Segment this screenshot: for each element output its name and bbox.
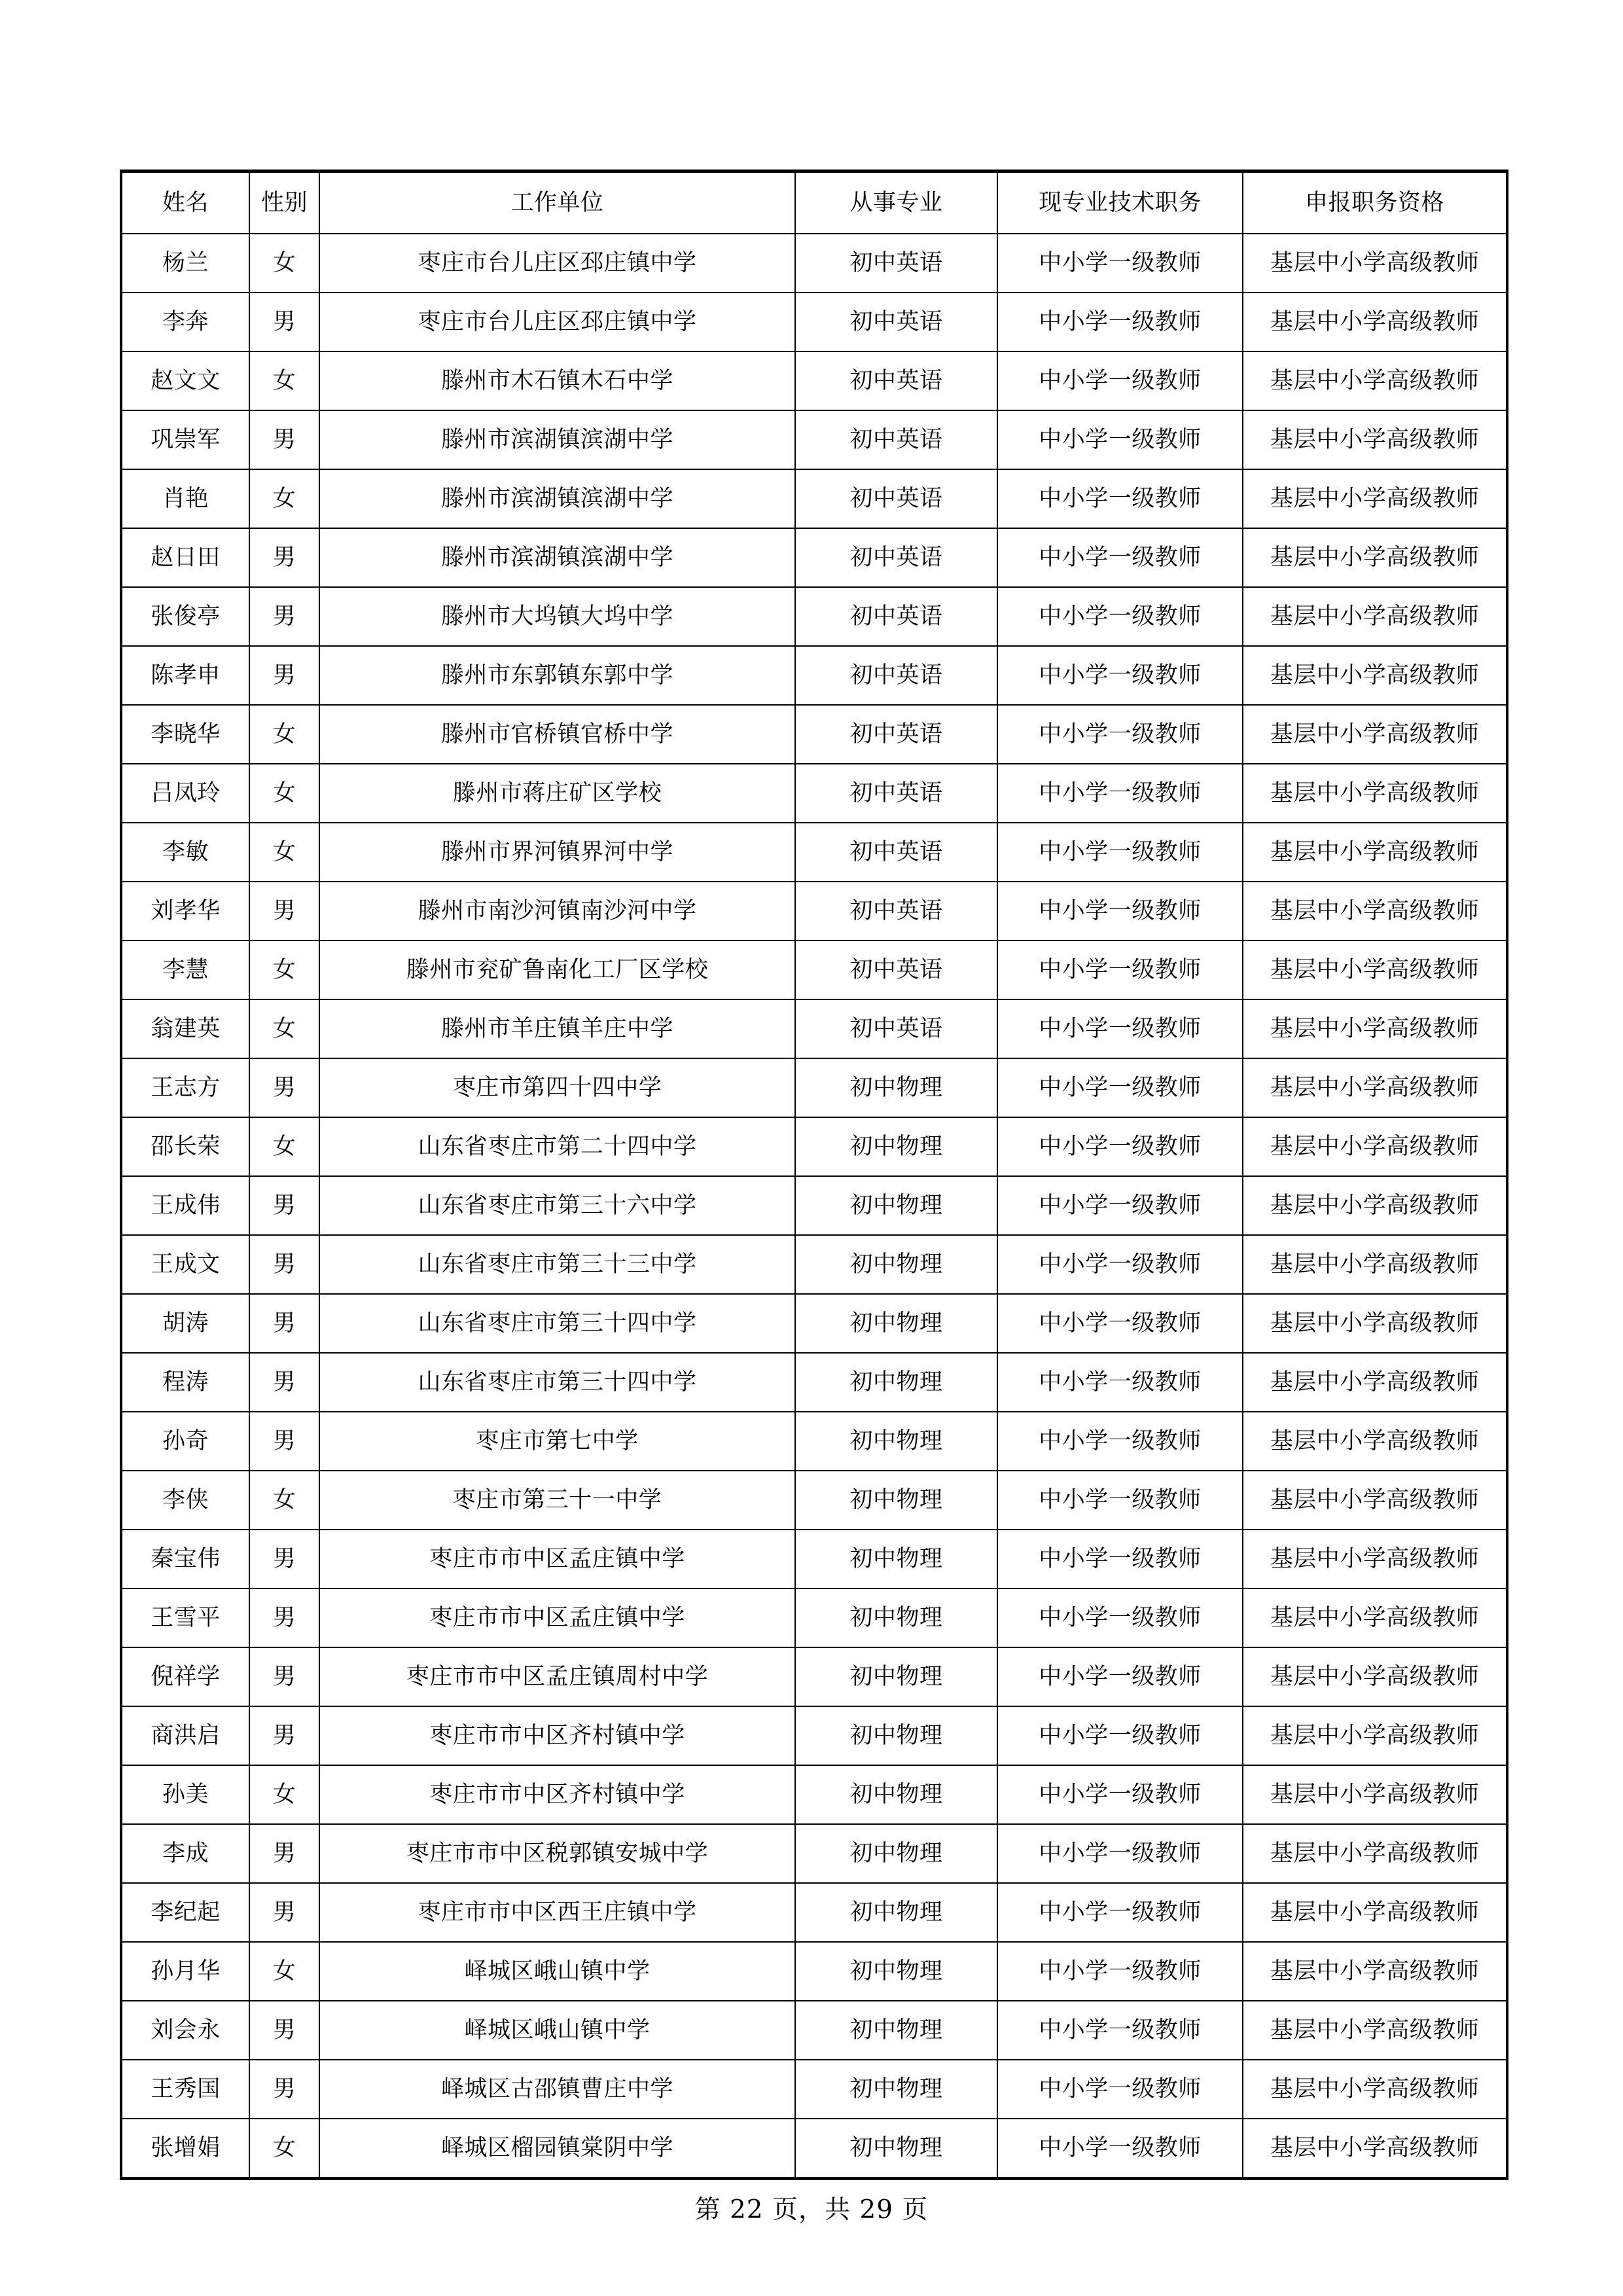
table-row: [121, 1765, 1507, 1824]
cell-subject: 初中物理: [795, 1706, 997, 1765]
cell-subject: 初中英语: [795, 882, 997, 941]
cell-current: 中小学一级教师: [997, 1942, 1243, 2001]
cell-gender: 女: [249, 1765, 319, 1824]
cell-apply: 基层中小学高级教师: [1243, 941, 1507, 999]
cell-subject: 初中物理: [795, 1530, 997, 1588]
cell-subject: 初中物理: [795, 1765, 997, 1824]
cell-apply: 基层中小学高级教师: [1243, 882, 1507, 941]
cell-unit: 山东省枣庄市第三十三中学: [319, 1235, 795, 1294]
cell-gender: 女: [249, 2119, 319, 2179]
cell-name: 王秀国: [121, 2060, 249, 2119]
cell-gender: 女: [249, 764, 319, 823]
cell-unit: 山东省枣庄市第三十四中学: [319, 1353, 795, 1412]
cell-apply: 基层中小学高级教师: [1243, 764, 1507, 823]
cell-name: 吕凤玲: [121, 764, 249, 823]
cell-name: 杨兰: [121, 234, 249, 293]
cell-gender: 男: [249, 1530, 319, 1588]
cell-unit: 枣庄市市中区西王庄镇中学: [319, 1883, 795, 1942]
table-row: [121, 1883, 1507, 1942]
cell-current: 中小学一级教师: [997, 410, 1243, 469]
cell-name: 孙奇: [121, 1412, 249, 1471]
cell-subject: 初中英语: [795, 234, 997, 293]
cell-gender: 男: [249, 587, 319, 646]
cell-gender: 女: [249, 823, 319, 882]
cell-gender: 女: [249, 351, 319, 410]
table-row: [121, 469, 1507, 528]
cell-name: 李慧: [121, 941, 249, 999]
cell-name: 李敏: [121, 823, 249, 882]
cell-current: 中小学一级教师: [997, 1117, 1243, 1176]
cell-apply: 基层中小学高级教师: [1243, 705, 1507, 764]
cell-current: 中小学一级教师: [997, 351, 1243, 410]
cell-gender: 女: [249, 941, 319, 999]
cell-gender: 男: [249, 410, 319, 469]
cell-unit: 山东省枣庄市第二十四中学: [319, 1117, 795, 1176]
cell-unit: 滕州市官桥镇官桥中学: [319, 705, 795, 764]
table-row: [121, 410, 1507, 469]
cell-gender: 男: [249, 2001, 319, 2060]
column-header-name: 姓名: [121, 171, 249, 234]
cell-unit: 滕州市南沙河镇南沙河中学: [319, 882, 795, 941]
cell-subject: 初中物理: [795, 1647, 997, 1706]
cell-current: 中小学一级教师: [997, 528, 1243, 587]
cell-name: 王志方: [121, 1058, 249, 1117]
cell-current: 中小学一级教师: [997, 941, 1243, 999]
cell-current: 中小学一级教师: [997, 1058, 1243, 1117]
table-row: [121, 646, 1507, 705]
cell-apply: 基层中小学高级教师: [1243, 1058, 1507, 1117]
cell-current: 中小学一级教师: [997, 2119, 1243, 2179]
cell-unit: 滕州市兖矿鲁南化工厂区学校: [319, 941, 795, 999]
cell-current: 中小学一级教师: [997, 2001, 1243, 2060]
table-row: [121, 1471, 1507, 1530]
cell-current: 中小学一级教师: [997, 1530, 1243, 1588]
cell-apply: 基层中小学高级教师: [1243, 1706, 1507, 1765]
cell-subject: 初中物理: [795, 1176, 997, 1235]
page-footer-text: 第 22 页，共 29 页: [694, 2195, 929, 2225]
cell-name: 张增娟: [121, 2119, 249, 2179]
table-row: [121, 1412, 1507, 1471]
table-row: [121, 234, 1507, 293]
roster-table-container: [120, 170, 1506, 2180]
cell-gender: 男: [249, 1058, 319, 1117]
cell-current: 中小学一级教师: [997, 1883, 1243, 1942]
page-footer: [0, 2189, 1623, 2226]
cell-subject: 初中物理: [795, 2119, 997, 2179]
cell-apply: 基层中小学高级教师: [1243, 1588, 1507, 1647]
cell-gender: 男: [249, 1824, 319, 1883]
cell-current: 中小学一级教师: [997, 764, 1243, 823]
cell-subject: 初中英语: [795, 646, 997, 705]
cell-apply: 基层中小学高级教师: [1243, 1117, 1507, 1176]
cell-unit: 滕州市界河镇界河中学: [319, 823, 795, 882]
table-row: [121, 999, 1507, 1058]
cell-apply: 基层中小学高级教师: [1243, 469, 1507, 528]
cell-apply: 基层中小学高级教师: [1243, 2119, 1507, 2179]
column-header-subject: 从事专业: [795, 171, 997, 234]
cell-unit: 枣庄市台儿庄区邳庄镇中学: [319, 234, 795, 293]
table-row: [121, 1942, 1507, 2001]
cell-apply: 基层中小学高级教师: [1243, 1471, 1507, 1530]
cell-subject: 初中英语: [795, 410, 997, 469]
cell-current: 中小学一级教师: [997, 469, 1243, 528]
cell-gender: 男: [249, 1412, 319, 1471]
cell-apply: 基层中小学高级教师: [1243, 2060, 1507, 2119]
cell-current: 中小学一级教师: [997, 1647, 1243, 1706]
cell-name: 李晓华: [121, 705, 249, 764]
cell-gender: 男: [249, 2060, 319, 2119]
cell-current: 中小学一级教师: [997, 1706, 1243, 1765]
table-row: [121, 2119, 1507, 2179]
cell-name: 孙美: [121, 1765, 249, 1824]
cell-gender: 女: [249, 999, 319, 1058]
cell-current: 中小学一级教师: [997, 823, 1243, 882]
cell-gender: 女: [249, 234, 319, 293]
cell-gender: 男: [249, 1883, 319, 1942]
cell-subject: 初中物理: [795, 1117, 997, 1176]
cell-unit: 滕州市大坞镇大坞中学: [319, 587, 795, 646]
cell-current: 中小学一级教师: [997, 1294, 1243, 1353]
table-row: [121, 1294, 1507, 1353]
cell-subject: 初中物理: [795, 1942, 997, 2001]
cell-unit: 枣庄市第四十四中学: [319, 1058, 795, 1117]
cell-subject: 初中英语: [795, 764, 997, 823]
cell-name: 巩崇军: [121, 410, 249, 469]
cell-unit: 枣庄市市中区孟庄镇周村中学: [319, 1647, 795, 1706]
table-row: [121, 1824, 1507, 1883]
cell-apply: 基层中小学高级教师: [1243, 646, 1507, 705]
cell-name: 王雪平: [121, 1588, 249, 1647]
cell-apply: 基层中小学高级教师: [1243, 1412, 1507, 1471]
cell-apply: 基层中小学高级教师: [1243, 2001, 1507, 2060]
roster-table: [120, 170, 1508, 2180]
cell-current: 中小学一级教师: [997, 1588, 1243, 1647]
cell-apply: 基层中小学高级教师: [1243, 1824, 1507, 1883]
table-row: [121, 764, 1507, 823]
table-header-row: [121, 171, 1507, 234]
cell-subject: 初中物理: [795, 1353, 997, 1412]
cell-gender: 男: [249, 1588, 319, 1647]
cell-gender: 女: [249, 1942, 319, 2001]
cell-unit: 峄城区古邵镇曹庄中学: [319, 2060, 795, 2119]
cell-apply: 基层中小学高级教师: [1243, 1294, 1507, 1353]
cell-name: 李侠: [121, 1471, 249, 1530]
column-header-current: 现专业技术职务: [997, 171, 1243, 234]
table-row: [121, 2001, 1507, 2060]
table-row: [121, 1117, 1507, 1176]
cell-gender: 男: [249, 1235, 319, 1294]
cell-unit: 滕州市东郭镇东郭中学: [319, 646, 795, 705]
cell-current: 中小学一级教师: [997, 587, 1243, 646]
cell-subject: 初中英语: [795, 587, 997, 646]
cell-name: 肖艳: [121, 469, 249, 528]
column-header-gender: 性别: [249, 171, 319, 234]
table-row: [121, 587, 1507, 646]
cell-unit: 滕州市羊庄镇羊庄中学: [319, 999, 795, 1058]
cell-unit: 滕州市滨湖镇滨湖中学: [319, 410, 795, 469]
table-row: [121, 823, 1507, 882]
cell-unit: 枣庄市第七中学: [319, 1412, 795, 1471]
cell-gender: 女: [249, 469, 319, 528]
cell-subject: 初中物理: [795, 1058, 997, 1117]
cell-apply: 基层中小学高级教师: [1243, 528, 1507, 587]
cell-name: 孙月华: [121, 1942, 249, 2001]
cell-current: 中小学一级教师: [997, 705, 1243, 764]
cell-apply: 基层中小学高级教师: [1243, 351, 1507, 410]
cell-name: 翁建英: [121, 999, 249, 1058]
table-row: [121, 941, 1507, 999]
cell-subject: 初中物理: [795, 1588, 997, 1647]
cell-current: 中小学一级教师: [997, 646, 1243, 705]
cell-subject: 初中英语: [795, 823, 997, 882]
table-row: [121, 1235, 1507, 1294]
cell-name: 王成伟: [121, 1176, 249, 1235]
cell-unit: 枣庄市市中区孟庄镇中学: [319, 1588, 795, 1647]
cell-name: 李奔: [121, 293, 249, 351]
cell-subject: 初中物理: [795, 2060, 997, 2119]
cell-apply: 基层中小学高级教师: [1243, 410, 1507, 469]
cell-current: 中小学一级教师: [997, 2060, 1243, 2119]
cell-unit: 峄城区峨山镇中学: [319, 1942, 795, 2001]
cell-name: 李纪起: [121, 1883, 249, 1942]
cell-apply: 基层中小学高级教师: [1243, 1942, 1507, 2001]
cell-name: 赵文文: [121, 351, 249, 410]
cell-current: 中小学一级教师: [997, 999, 1243, 1058]
cell-name: 张俊亭: [121, 587, 249, 646]
cell-unit: 枣庄市台儿庄区邳庄镇中学: [319, 293, 795, 351]
cell-apply: 基层中小学高级教师: [1243, 999, 1507, 1058]
cell-current: 中小学一级教师: [997, 1353, 1243, 1412]
cell-current: 中小学一级教师: [997, 1176, 1243, 1235]
cell-apply: 基层中小学高级教师: [1243, 1765, 1507, 1824]
cell-subject: 初中物理: [795, 1235, 997, 1294]
cell-gender: 男: [249, 1706, 319, 1765]
cell-gender: 男: [249, 1353, 319, 1412]
table-row: [121, 2060, 1507, 2119]
table-row: [121, 1706, 1507, 1765]
table-row: [121, 1530, 1507, 1588]
cell-unit: 枣庄市市中区孟庄镇中学: [319, 1530, 795, 1588]
cell-apply: 基层中小学高级教师: [1243, 293, 1507, 351]
cell-unit: 峄城区榴园镇棠阴中学: [319, 2119, 795, 2179]
table-row: [121, 528, 1507, 587]
cell-name: 陈孝申: [121, 646, 249, 705]
cell-name: 王成文: [121, 1235, 249, 1294]
cell-current: 中小学一级教师: [997, 1235, 1243, 1294]
cell-name: 秦宝伟: [121, 1530, 249, 1588]
cell-name: 赵日田: [121, 528, 249, 587]
cell-name: 程涛: [121, 1353, 249, 1412]
cell-unit: 峄城区峨山镇中学: [319, 2001, 795, 2060]
column-header-apply: 申报职务资格: [1243, 171, 1507, 234]
cell-subject: 初中物理: [795, 2001, 997, 2060]
cell-apply: 基层中小学高级教师: [1243, 587, 1507, 646]
cell-current: 中小学一级教师: [997, 1412, 1243, 1471]
cell-unit: 枣庄市市中区齐村镇中学: [319, 1765, 795, 1824]
cell-subject: 初中物理: [795, 1471, 997, 1530]
cell-unit: 枣庄市第三十一中学: [319, 1471, 795, 1530]
cell-name: 邵长荣: [121, 1117, 249, 1176]
cell-subject: 初中物理: [795, 1412, 997, 1471]
cell-subject: 初中英语: [795, 293, 997, 351]
cell-subject: 初中物理: [795, 1294, 997, 1353]
cell-apply: 基层中小学高级教师: [1243, 1235, 1507, 1294]
cell-gender: 男: [249, 1647, 319, 1706]
cell-current: 中小学一级教师: [997, 293, 1243, 351]
table-row: [121, 1353, 1507, 1412]
table-row: [121, 705, 1507, 764]
cell-subject: 初中物理: [795, 1824, 997, 1883]
cell-subject: 初中英语: [795, 999, 997, 1058]
cell-apply: 基层中小学高级教师: [1243, 234, 1507, 293]
cell-name: 刘会永: [121, 2001, 249, 2060]
cell-name: 李成: [121, 1824, 249, 1883]
cell-apply: 基层中小学高级教师: [1243, 1883, 1507, 1942]
cell-current: 中小学一级教师: [997, 1824, 1243, 1883]
cell-gender: 男: [249, 646, 319, 705]
cell-unit: 山东省枣庄市第三十四中学: [319, 1294, 795, 1353]
cell-subject: 初中英语: [795, 705, 997, 764]
cell-current: 中小学一级教师: [997, 1471, 1243, 1530]
cell-apply: 基层中小学高级教师: [1243, 1647, 1507, 1706]
cell-unit: 滕州市蒋庄矿区学校: [319, 764, 795, 823]
roster-table-body: [121, 171, 1507, 2179]
cell-gender: 男: [249, 882, 319, 941]
table-row: [121, 1176, 1507, 1235]
table-row: [121, 1058, 1507, 1117]
table-row: [121, 882, 1507, 941]
table-row: [121, 1588, 1507, 1647]
cell-gender: 女: [249, 1117, 319, 1176]
cell-unit: 枣庄市市中区税郭镇安城中学: [319, 1824, 795, 1883]
cell-gender: 男: [249, 1294, 319, 1353]
cell-name: 商洪启: [121, 1706, 249, 1765]
cell-unit: 枣庄市市中区齐村镇中学: [319, 1706, 795, 1765]
table-row: [121, 351, 1507, 410]
cell-unit: 滕州市滨湖镇滨湖中学: [319, 528, 795, 587]
cell-name: 胡涛: [121, 1294, 249, 1353]
cell-current: 中小学一级教师: [997, 882, 1243, 941]
cell-subject: 初中英语: [795, 351, 997, 410]
cell-gender: 女: [249, 705, 319, 764]
cell-unit: 滕州市滨湖镇滨湖中学: [319, 469, 795, 528]
cell-apply: 基层中小学高级教师: [1243, 1353, 1507, 1412]
cell-apply: 基层中小学高级教师: [1243, 1530, 1507, 1588]
cell-gender: 女: [249, 1471, 319, 1530]
cell-subject: 初中英语: [795, 469, 997, 528]
cell-subject: 初中英语: [795, 941, 997, 999]
column-header-unit: 工作单位: [319, 171, 795, 234]
cell-unit: 滕州市木石镇木石中学: [319, 351, 795, 410]
cell-current: 中小学一级教师: [997, 234, 1243, 293]
cell-current: 中小学一级教师: [997, 1765, 1243, 1824]
cell-unit: 山东省枣庄市第三十六中学: [319, 1176, 795, 1235]
cell-name: 倪祥学: [121, 1647, 249, 1706]
cell-subject: 初中物理: [795, 1883, 997, 1942]
cell-apply: 基层中小学高级教师: [1243, 1176, 1507, 1235]
cell-gender: 男: [249, 528, 319, 587]
table-row: [121, 1647, 1507, 1706]
table-row: [121, 293, 1507, 351]
cell-name: 刘孝华: [121, 882, 249, 941]
cell-gender: 男: [249, 1176, 319, 1235]
cell-gender: 男: [249, 293, 319, 351]
cell-subject: 初中英语: [795, 528, 997, 587]
cell-apply: 基层中小学高级教师: [1243, 823, 1507, 882]
